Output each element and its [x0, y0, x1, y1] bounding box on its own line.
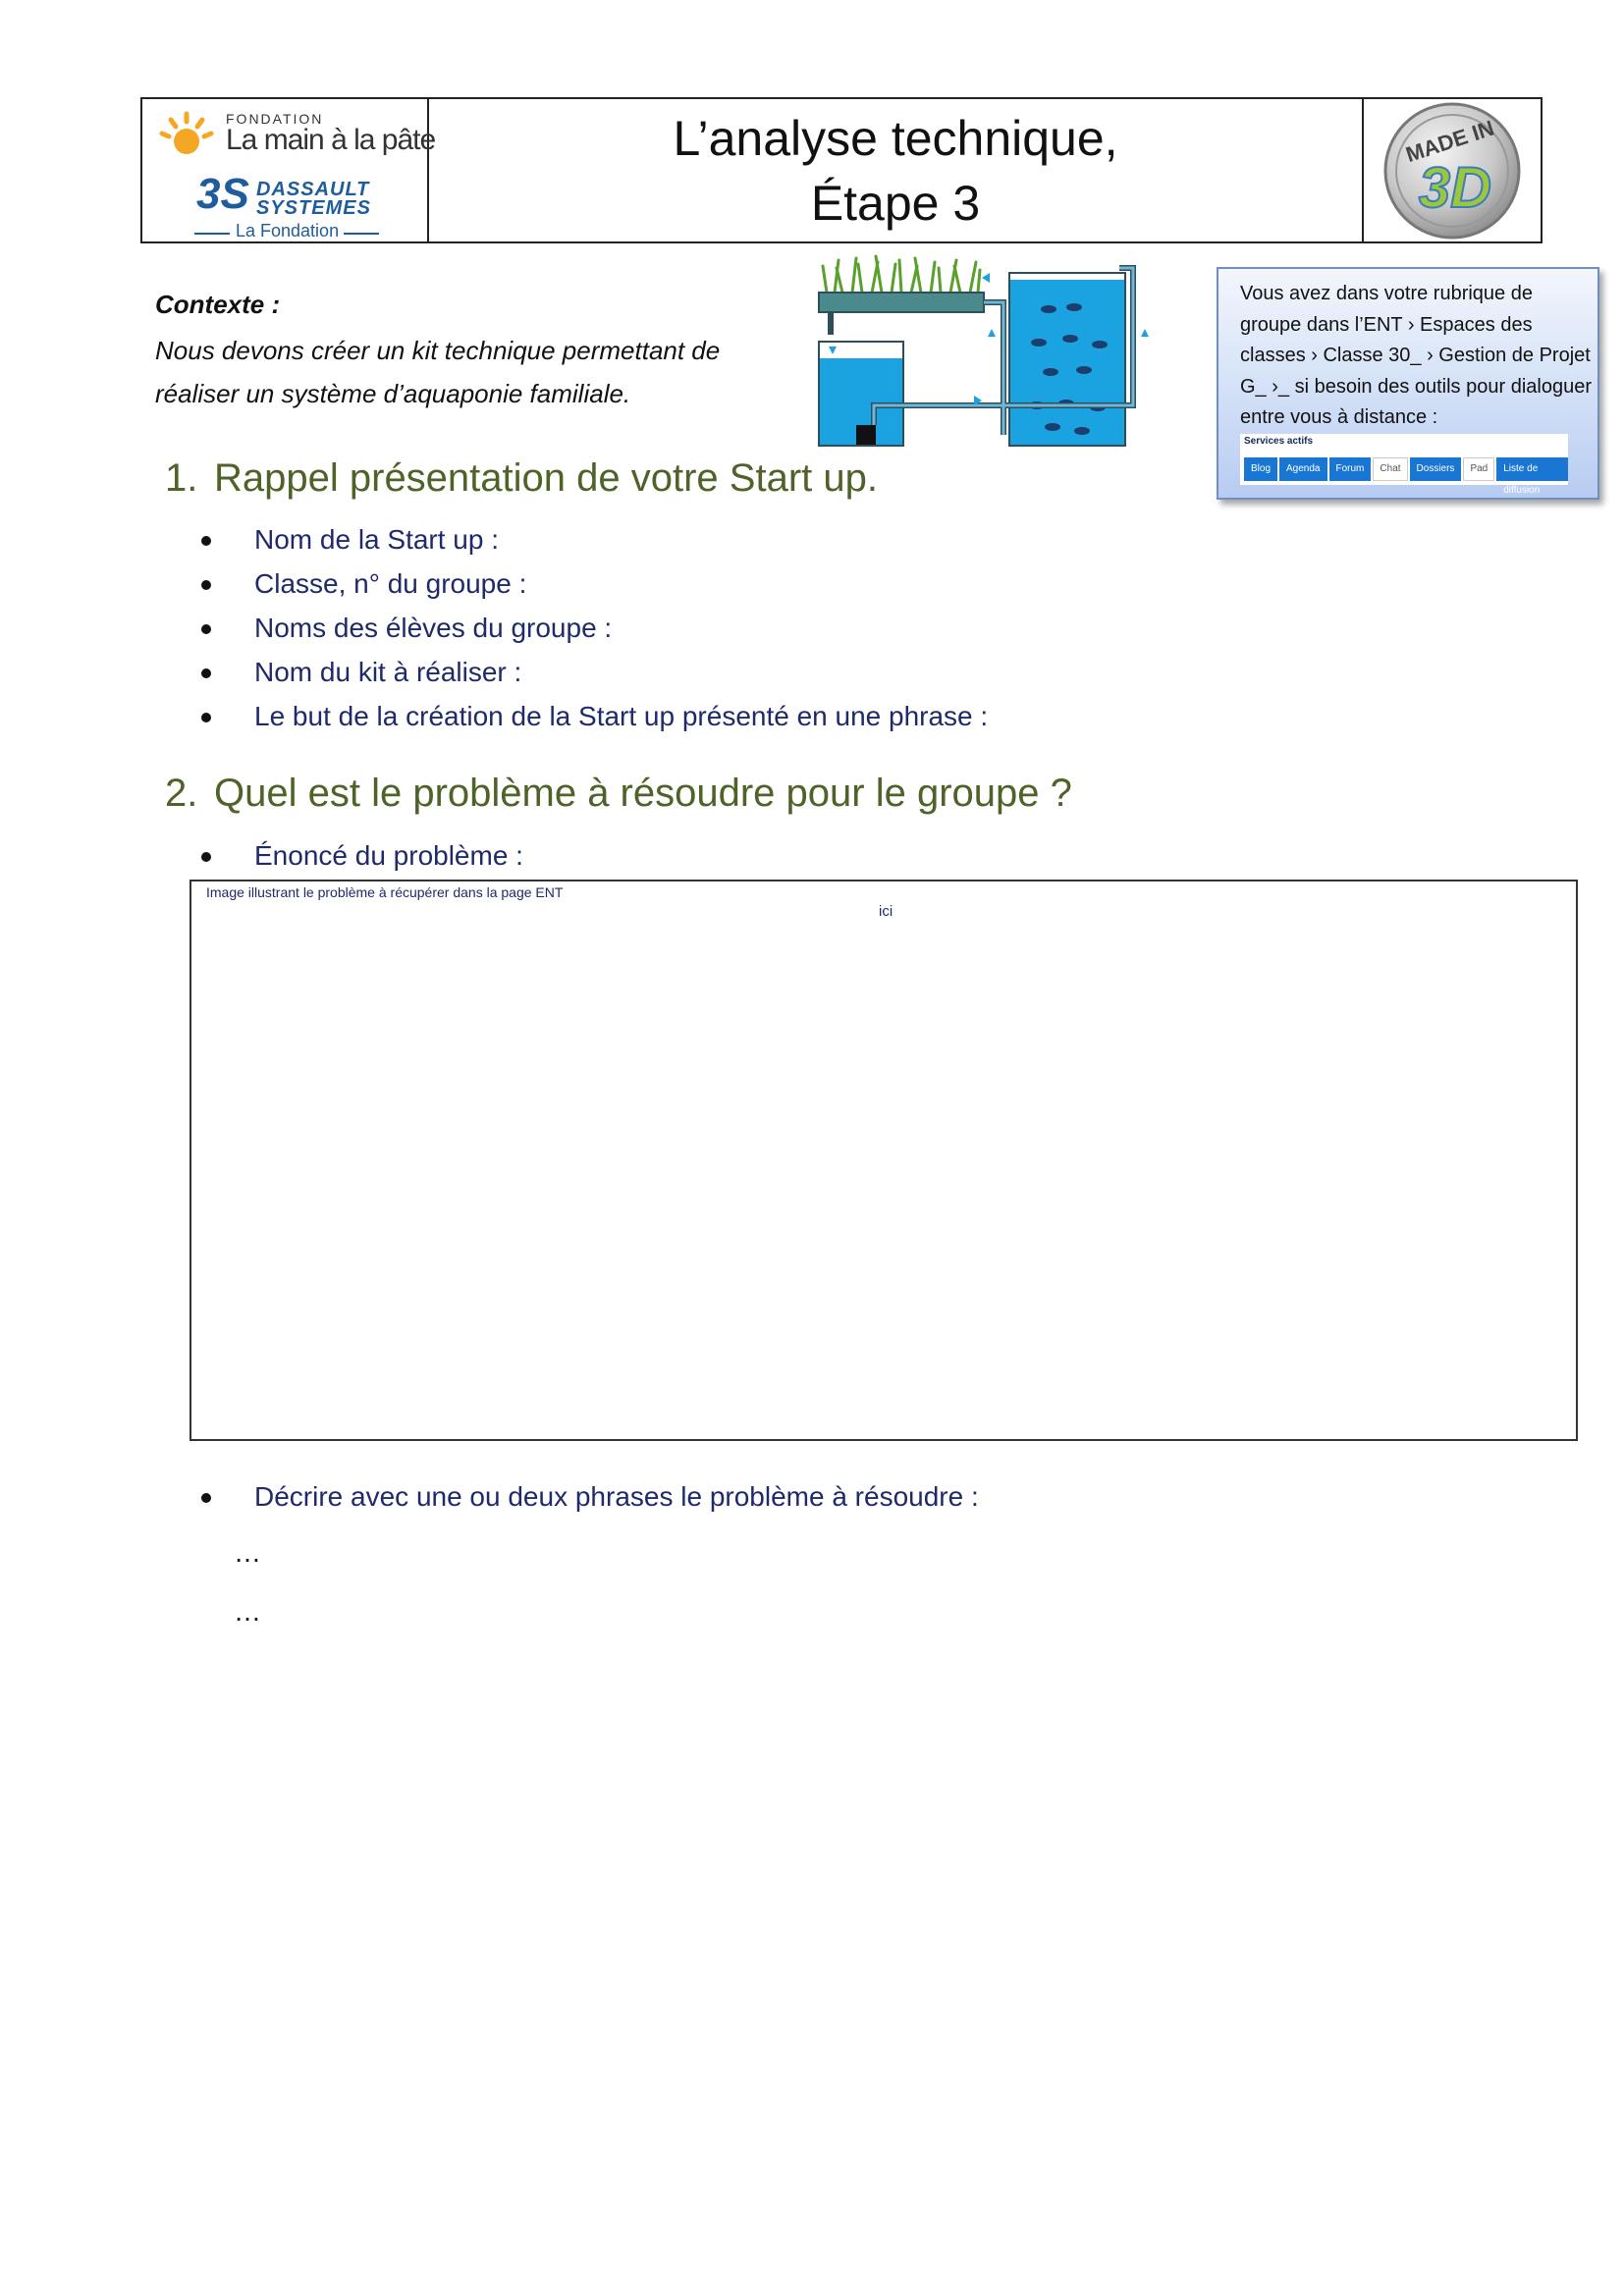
list-item-describe: Décrire avec une ou deux phrases le problème à résoudre : — [201, 1474, 979, 1519]
ent-info-text: Vous avez dans votre rubrique de groupe dans l’ENT › Espaces des classes › Classe 30_ › Gestion de Projet G_ ›_ si besoin des outils pour dialoguer entre vous à distance : — [1240, 283, 1592, 428]
ent-info-box — [1217, 267, 1599, 500]
section2-title: Quel est le problème à résoudre pour le groupe ? — [214, 772, 1072, 815]
service-forum-button[interactable]: Forum — [1329, 457, 1372, 481]
section2-heading — [165, 772, 1072, 816]
services-title: Services actifs — [1244, 436, 1314, 447]
header-title-cell — [429, 99, 1364, 241]
logo-line-left — [194, 233, 230, 235]
logo-la-fondation-text: La Fondation — [236, 221, 340, 240]
answer-line-1[interactable]: … — [234, 1537, 261, 1568]
list-item: Nom de la Start up : — [201, 517, 988, 561]
context-text: Nous devons créer un kit technique permettant de réaliser un système d’aquaponie familiale. — [155, 336, 721, 408]
list-item: Classe, n° du groupe : — [201, 561, 988, 606]
logo-line-right — [344, 233, 379, 235]
made-in-3d-badge — [1379, 101, 1526, 240]
section2-list-bottom — [201, 1474, 979, 1519]
services-buttons — [1244, 457, 1568, 496]
page-title-line1: L’analyse technique, — [673, 110, 1118, 166]
svg-text:3S: 3S — [196, 170, 249, 218]
problem-image-box[interactable] — [189, 880, 1578, 1441]
header-badge-cell — [1364, 99, 1541, 241]
context-label: Contexte : — [155, 290, 281, 319]
service-blog-button[interactable]: Blog — [1244, 457, 1277, 481]
aquaponics-diagram — [817, 248, 1161, 450]
logo-la-main-text: La main à la pâte — [226, 124, 436, 156]
services-panel — [1240, 434, 1568, 496]
logo-fondation-text: FONDATION — [226, 111, 324, 127]
ds-logo-icon — [194, 165, 251, 218]
list-item: Nom du kit à réaliser : — [201, 650, 988, 694]
service-dossiers-button[interactable]: Dossiers — [1410, 457, 1462, 481]
list-item: Le but de la création de la Start up présenté en une phrase : — [201, 694, 988, 738]
header-table — [140, 97, 1543, 243]
sun-logo-icon — [157, 106, 220, 161]
service-chat-button[interactable]: Chat — [1373, 457, 1407, 481]
service-liste-diffusion-button[interactable]: Liste de diffusion — [1496, 457, 1568, 481]
section1-heading — [165, 456, 878, 501]
logo-systemes-text: SYSTEMES — [256, 197, 371, 219]
section1-list — [201, 517, 988, 738]
image-box-placeholder: ici — [879, 903, 893, 920]
section2-list-top — [201, 833, 523, 878]
logo-dassault-text: DASSAULT — [256, 179, 370, 200]
section1-title: Rappel présentation de votre Start up. — [214, 456, 878, 500]
service-agenda-button[interactable]: Agenda — [1279, 457, 1326, 481]
image-box-caption: Image illustrant le problème à récupérer dans la page ENT — [206, 884, 564, 900]
section1-number: 1. — [165, 456, 198, 500]
section2-number: 2. — [165, 772, 198, 815]
answer-line-2[interactable]: … — [234, 1596, 261, 1627]
list-item: Noms des élèves du groupe : — [201, 606, 988, 650]
page-title-line2: Étape 3 — [810, 175, 981, 231]
svg-text:3D: 3D — [1418, 155, 1492, 220]
list-item-statement: Énoncé du problème : — [201, 833, 523, 878]
service-pad-button[interactable]: Pad — [1463, 457, 1494, 481]
svg-text:MADE IN: MADE IN — [1402, 115, 1497, 167]
